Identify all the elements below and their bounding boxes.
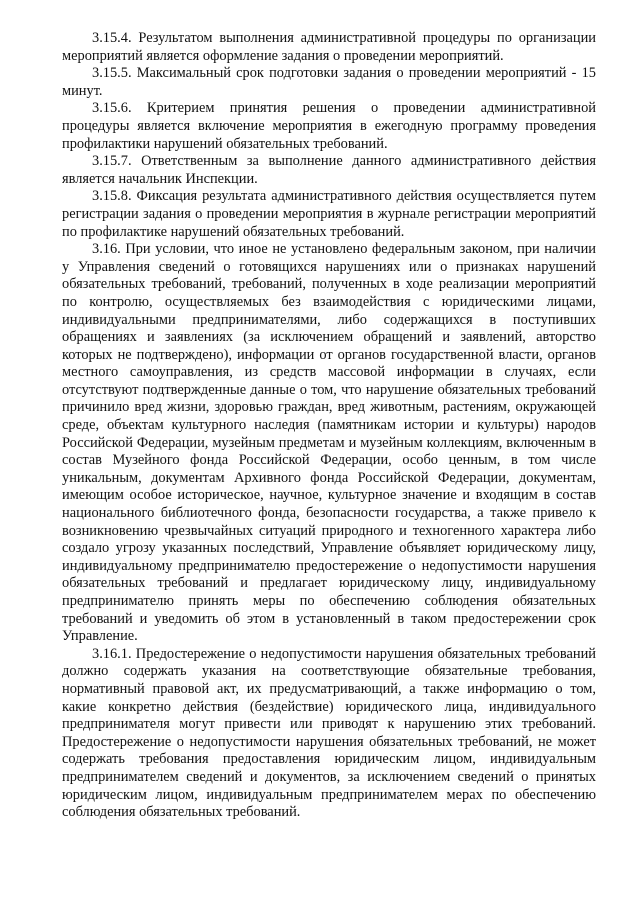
document-page [62, 30, 596, 822]
paragraph-3-15-8: 3.15.8. Фиксация результата административного действия осуществляется путем регистрации задания о проведении мероприятия в журнале регистрации мероприятий по профилактике нарушений обязательных требований. [62, 188, 596, 240]
paragraph-3-15-7: 3.15.7. Ответственным за выполнение данного административного действия является начальник Инспекции. [62, 153, 596, 187]
paragraph-3-15-6: 3.15.6. Критерием принятия решения о проведении административной процедуры является включение мероприятия в ежегодную программу проведения профилактики нарушений обязательных требований. [62, 100, 596, 152]
paragraph-3-16-1: 3.16.1. Предостережение о недопустимости нарушения обязательных требований должно содержать указания на соответствующие обязательные требования, нормативный правовой акт, их предусматривающий, а также информацию о том, какие конкретно действия (бездействие) юридического лица, индивидуального предпринимателя могут привести или приводят к нарушению этих требований. Предостережение о недопустимости нарушения обязательных требований, не может содержать требования предоставления юридическим лицом, индивидуальным предпринимателем сведений и документов, за исключением сведений о принятых юридическим лицом, индивидуальным предпринимателем мерах по обеспечению соблюдения обязательных требований. [62, 645, 596, 821]
paragraph-3-16: 3.16. При условии, что иное не установлено федеральным законом, при наличии у Управления сведений о готовящихся нарушениях или о признаках нарушений обязательных требований, требований, полученных в ходе реализации мероприятий по контролю, осуществляемых без взаимодействия с юридическими лицами, индивидуальными предпринимателями, либо содержащихся в поступивших обращениях и заявлениях (за исключением обращений и заявлений, авторство которых не подтверждено), информации от органов государственной власти, органов местного самоуправления, из средств массовой информации в случаях, если отсутствуют подтвержденные данные о том, что нарушение обязательных требований причинило вред жизни, здоровью граждан, вред животным, растениям, окружающей среде, объектам культурного наследия (памятникам истории и культуры) народов Российской Федерации, музейным предметам и музейным коллекциям, включенным в состав Музейного фонда Российской Федерации, особо ценным, в том числе уникальным, документам Архивного фонда Российской Федерации, документам, имеющим особое историческое, научное, культурное значение и входящим в состав национального библиотечного фонда, безопасности государства, а также привело к возникновению чрезвычайных ситуаций природного и техногенного характера либо создало угрозу указанных последствий, Управление объявляет юридическому лицу, индивидуальному предпринимателю предостережение о недопустимости нарушения обязательных требований и предлагает юридическому лицу, индивидуальному предпринимателю принять меры по обеспечению соблюдения обязательных требований и уведомить об этом в установленный в таком предостережении срок Управление. [62, 241, 596, 645]
paragraph-3-15-4: 3.15.4. Результатом выполнения административной процедуры по организации мероприятий является оформление задания о проведении мероприятий. [62, 30, 596, 64]
paragraph-3-15-5: 3.15.5. Максимальный срок подготовки задания о проведении мероприятий - 15 минут. [62, 65, 596, 99]
